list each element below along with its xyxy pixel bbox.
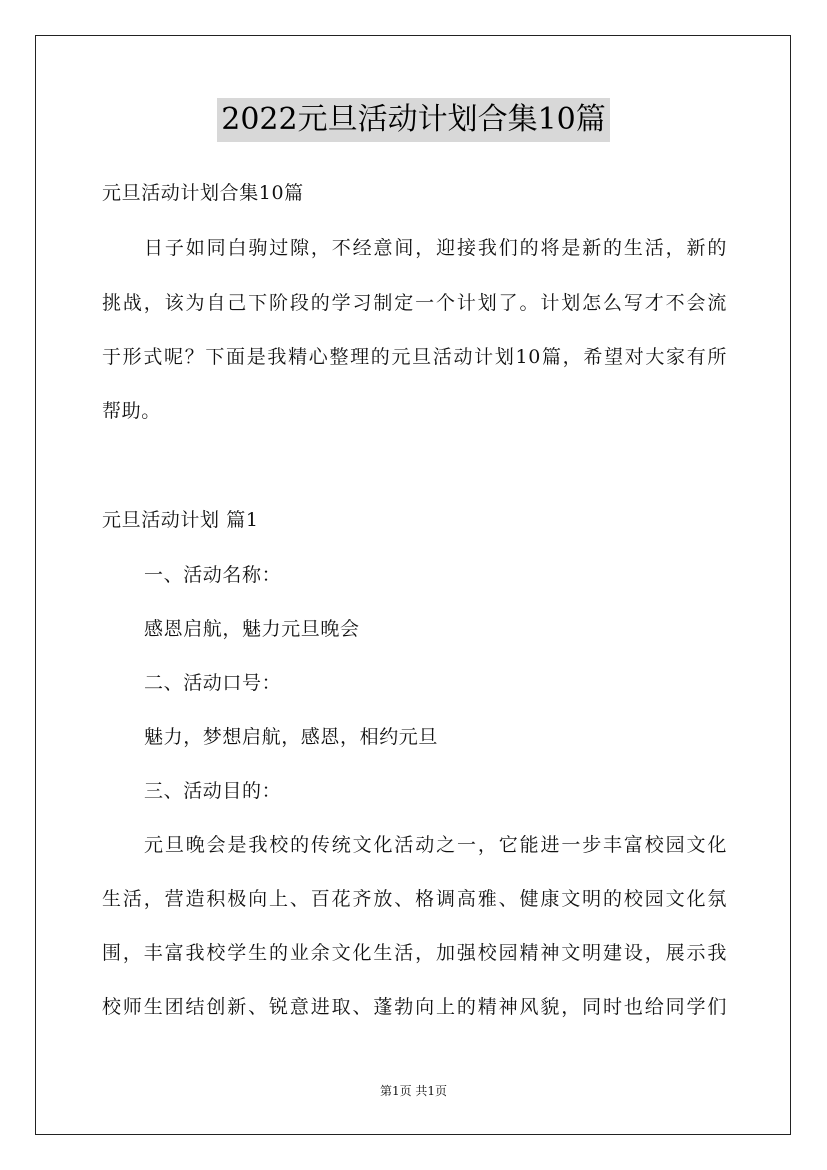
body-line: 校师生团结创新、锐意进取、蓬勃向上的精神风貌，同时也给同学们 [102,996,727,1018]
item-heading: 二、活动口号： [144,672,282,694]
document-title: 2022元旦活动计划合集10篇 [217,98,610,142]
body-line: 围，丰富我校学生的业余文化生活，加强校园精神文明建设，展示我 [102,942,727,964]
intro-line: 于形式呢？下面是我精心整理的元旦活动计划10篇，希望对大家有所 [102,346,727,368]
section-heading: 元旦活动计划 篇1 [102,509,259,531]
body-line: 元旦晚会是我校的传统文化活动之一，它能进一步丰富校园文化 [144,834,727,856]
item-heading: 三、活动目的： [144,780,282,802]
item-heading: 一、活动名称： [144,564,282,586]
body-line: 生活，营造积极向上、百花齐放、格调高雅、健康文明的校园文化氛 [102,888,727,910]
item-text: 感恩启航，魅力元旦晚会 [144,618,360,640]
intro-line: 挑战，该为自己下阶段的学习制定一个计划了。计划怎么写才不会流 [102,292,727,314]
intro-line: 日子如同白驹过隙，不经意间，迎接我们的将是新的生活，新的 [144,237,727,259]
item-text: 魅力，梦想启航，感恩，相约元旦 [144,726,439,748]
title-container [0,98,827,142]
intro-line: 帮助。 [102,400,161,422]
page-footer: 第1页 共1页 [379,1084,448,1098]
subtitle: 元旦活动计划合集10篇 [102,182,304,204]
